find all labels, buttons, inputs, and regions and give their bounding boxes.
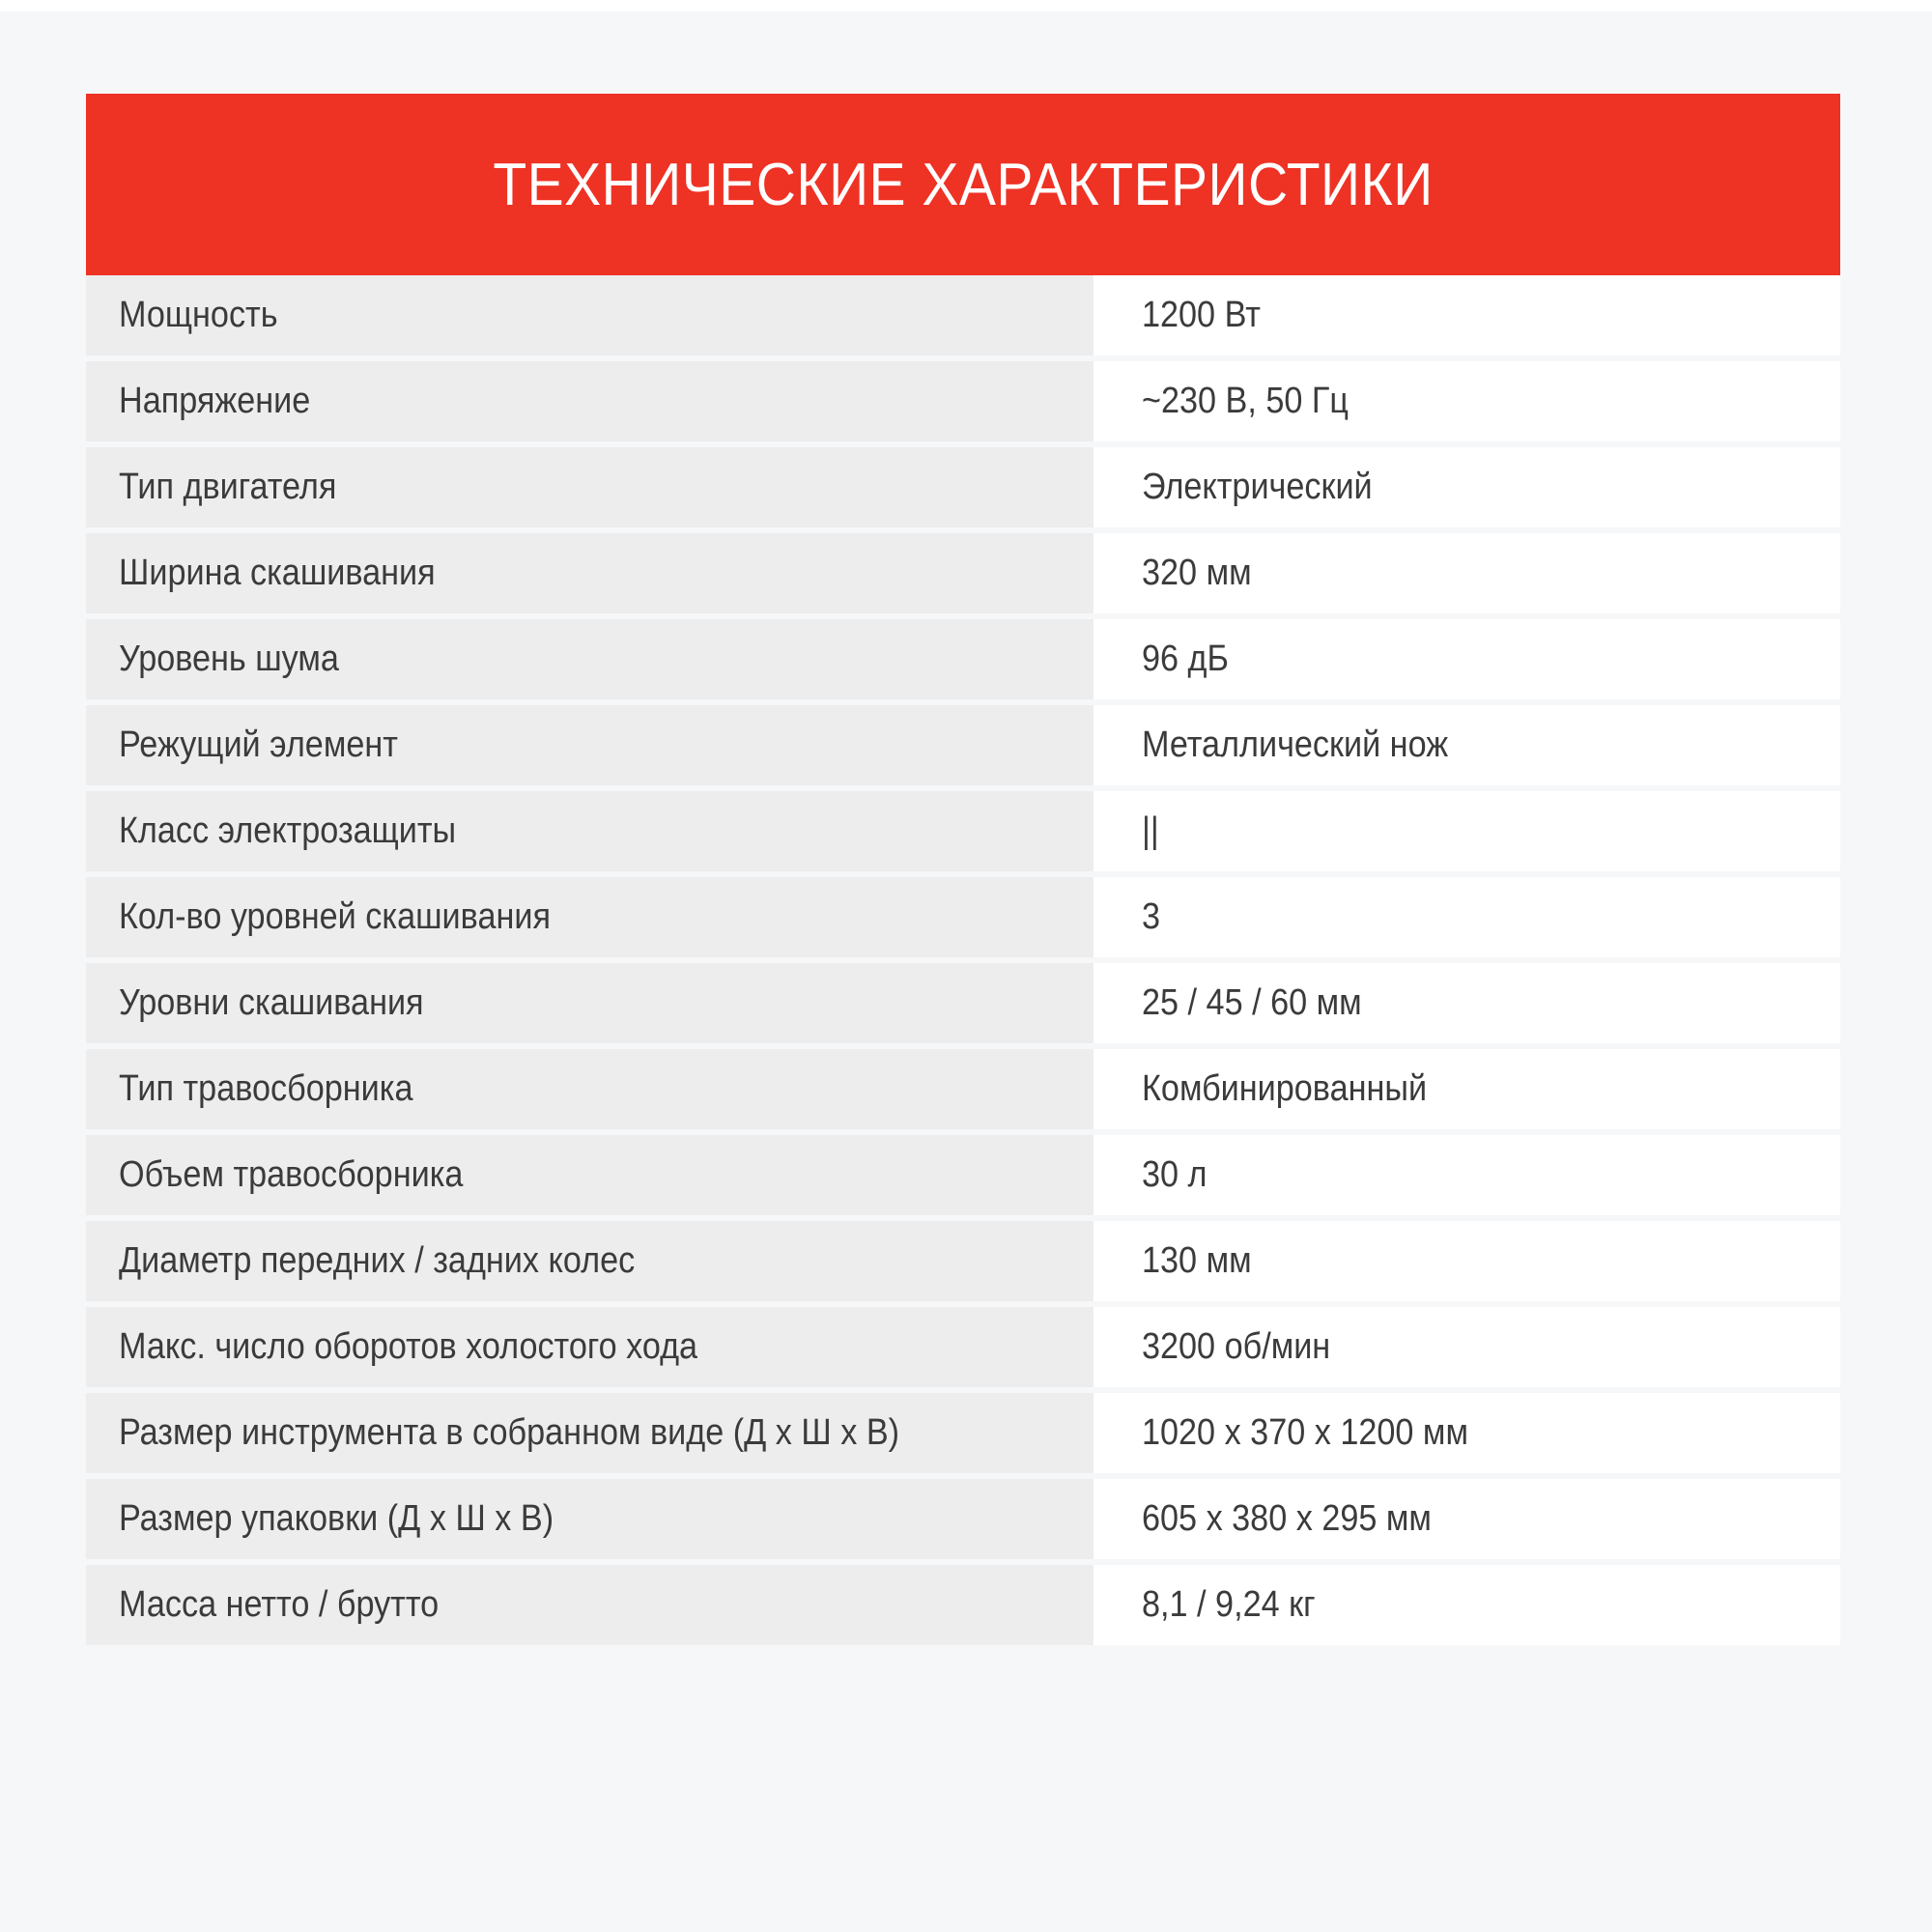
spec-label-cell <box>86 533 1094 613</box>
spec-row <box>86 533 1840 613</box>
top-white-strip <box>0 0 1932 12</box>
spec-label: Ширина скашивания <box>119 552 436 593</box>
spec-value-cell <box>1094 619 1840 699</box>
spec-value-cell <box>1094 1221 1840 1301</box>
spec-row <box>86 963 1840 1043</box>
spec-value-cell <box>1094 791 1840 871</box>
spec-label: Тип двигателя <box>119 466 337 507</box>
spec-value-cell <box>1094 1565 1840 1645</box>
spec-value: 3 <box>1142 895 1161 937</box>
spec-label-cell <box>86 275 1094 355</box>
spec-label-cell <box>86 963 1094 1043</box>
spec-label: Масса нетто / брутто <box>119 1583 440 1625</box>
spec-label: Кол-во уровней скашивания <box>119 895 551 937</box>
spec-value: 605 х 380 х 295 мм <box>1142 1497 1432 1539</box>
spec-row <box>86 705 1840 785</box>
spec-value: Комбинированный <box>1142 1067 1428 1109</box>
spec-label: Объем травосборника <box>119 1153 464 1195</box>
spec-row <box>86 619 1840 699</box>
spec-label: Уровни скашивания <box>119 981 424 1023</box>
spec-label-cell <box>86 1479 1094 1559</box>
spec-value: 8,1 / 9,24 кг <box>1142 1583 1316 1625</box>
spec-value-cell <box>1094 1135 1840 1215</box>
spec-label-cell <box>86 877 1094 957</box>
spec-label-cell <box>86 1221 1094 1301</box>
spec-label-cell <box>86 1135 1094 1215</box>
spec-label: Режущий элемент <box>119 724 398 765</box>
spec-value-cell <box>1094 275 1840 355</box>
spec-value-cell <box>1094 361 1840 441</box>
spec-row <box>86 275 1840 355</box>
spec-table <box>86 275 1840 1645</box>
spec-value: Металлический нож <box>1142 724 1449 765</box>
spec-value-cell <box>1094 705 1840 785</box>
spec-value-cell <box>1094 1307 1840 1387</box>
spec-label: Напряжение <box>119 380 311 421</box>
spec-value: || <box>1142 810 1159 851</box>
spec-row <box>86 361 1840 441</box>
spec-value: 25 / 45 / 60 мм <box>1142 981 1362 1023</box>
spec-value: ~230 В, 50 Гц <box>1142 380 1350 421</box>
spec-row <box>86 1221 1840 1301</box>
spec-label: Диаметр передних / задних колес <box>119 1239 636 1281</box>
spec-label: Уровень шума <box>119 638 339 679</box>
spec-row <box>86 877 1840 957</box>
spec-label-cell <box>86 1307 1094 1387</box>
spec-value: 96 дБ <box>1142 638 1229 679</box>
spec-row <box>86 1049 1840 1129</box>
spec-row <box>86 447 1840 527</box>
spec-value: 1020 х 370 х 1200 мм <box>1142 1411 1468 1453</box>
spec-value-cell <box>1094 447 1840 527</box>
spec-value-cell <box>1094 1479 1840 1559</box>
spec-value: 320 мм <box>1142 552 1252 593</box>
spec-label: Макс. число оборотов холостого хода <box>119 1325 698 1367</box>
spec-header <box>86 94 1840 275</box>
spec-label: Размер инструмента в собранном виде (Д х Ш х В) <box>119 1411 900 1453</box>
spec-label-cell <box>86 361 1094 441</box>
spec-label: Мощность <box>119 294 278 335</box>
spec-sheet <box>86 94 1840 1651</box>
spec-row <box>86 1393 1840 1473</box>
spec-row <box>86 791 1840 871</box>
spec-row <box>86 1307 1840 1387</box>
spec-value-cell <box>1094 1393 1840 1473</box>
spec-value: 130 мм <box>1142 1239 1252 1281</box>
spec-value-cell <box>1094 877 1840 957</box>
spec-value: 30 л <box>1142 1153 1208 1195</box>
spec-value-cell <box>1094 963 1840 1043</box>
spec-value: Электрический <box>1142 466 1373 507</box>
spec-label-cell <box>86 1565 1094 1645</box>
spec-label: Размер упаковки (Д х Ш х В) <box>119 1497 554 1539</box>
spec-label-cell <box>86 791 1094 871</box>
spec-value: 3200 об/мин <box>1142 1325 1331 1367</box>
spec-label: Класс электрозащиты <box>119 810 457 851</box>
spec-label-cell <box>86 1393 1094 1473</box>
spec-value-cell <box>1094 533 1840 613</box>
spec-label-cell <box>86 705 1094 785</box>
spec-row <box>86 1565 1840 1645</box>
spec-label-cell <box>86 447 1094 527</box>
spec-label: Тип травосборника <box>119 1067 413 1109</box>
spec-label-cell <box>86 619 1094 699</box>
spec-value-cell <box>1094 1049 1840 1129</box>
spec-label-cell <box>86 1049 1094 1129</box>
spec-value: 1200 Вт <box>1142 294 1261 335</box>
spec-title: ТЕХНИЧЕСКИЕ ХАРАКТЕРИСТИКИ <box>493 151 1434 218</box>
spec-row <box>86 1479 1840 1559</box>
spec-row <box>86 1135 1840 1215</box>
